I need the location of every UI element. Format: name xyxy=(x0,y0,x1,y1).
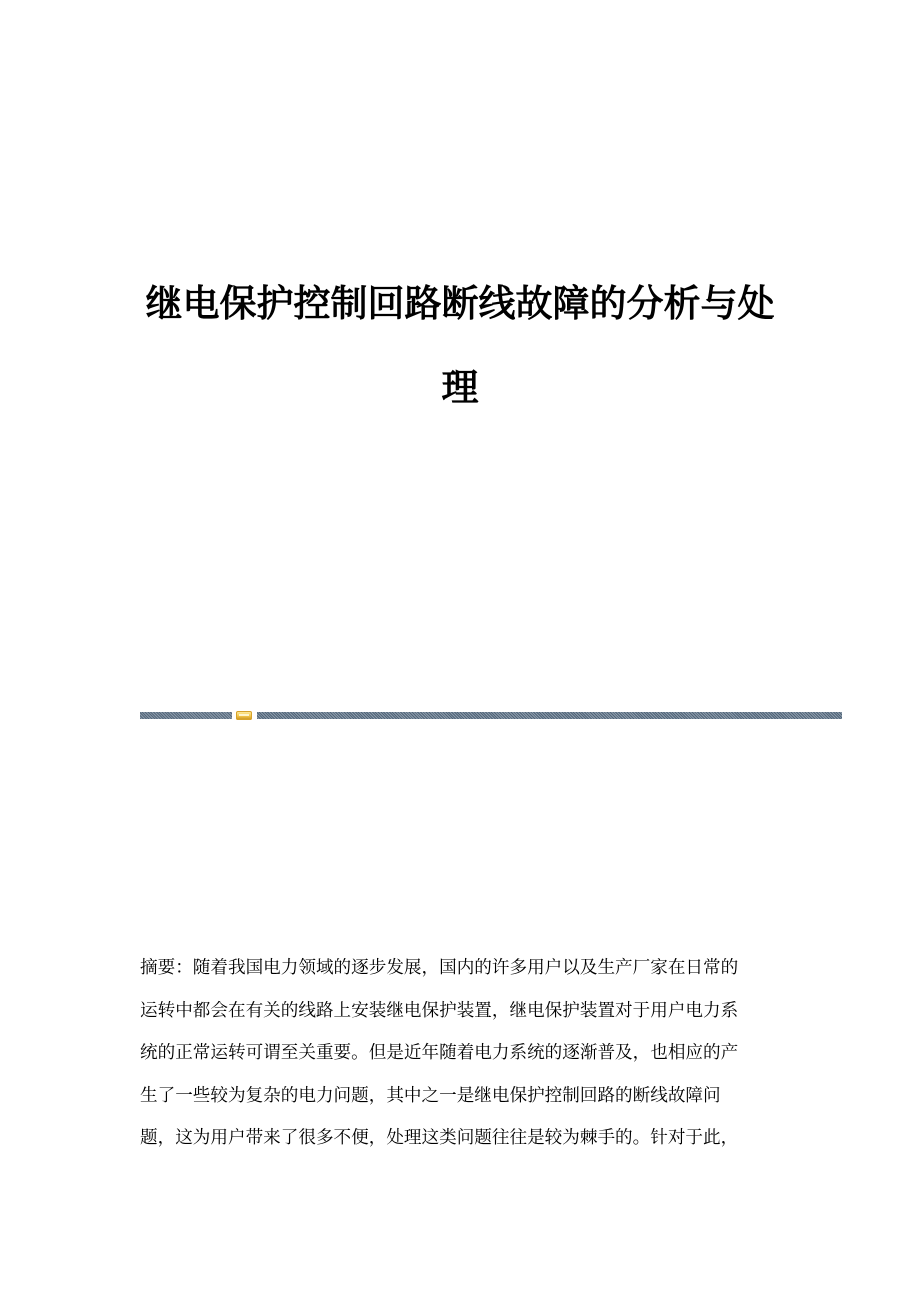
abstract-line-2: 运转中都会在有关的线路上安装继电保护装置，继电保护装置对于用户电力系 xyxy=(140,1000,739,1021)
abstract-paragraph xyxy=(140,947,780,1160)
abstract-line-4: 生了一些较为复杂的电力问题，其中之一是继电保护控制回路的断线故障问 xyxy=(140,1085,721,1106)
decorative-divider xyxy=(140,711,842,720)
document-title xyxy=(0,262,920,430)
abstract-line-1: 摘要：随着我国电力领域的逐步发展，国内的许多用户以及生产厂家在日常的 xyxy=(140,958,739,978)
abstract-line-5: 题，这为用户带来了很多不便，处理这类问题往往是较为棘手的。针对于此， xyxy=(140,1128,739,1148)
title-line-1: 继电保护控制回路断线故障的分析与处 xyxy=(145,282,775,325)
abstract-line-3: 统的正常运转可谓至关重要。但是近年随着电力系统的逐渐普及，也相应的产 xyxy=(140,1043,739,1063)
title-line-2: 理 xyxy=(441,366,479,409)
divider-gem-icon xyxy=(236,711,252,720)
divider-bar-right xyxy=(257,712,842,719)
divider-bar-left xyxy=(140,712,232,719)
